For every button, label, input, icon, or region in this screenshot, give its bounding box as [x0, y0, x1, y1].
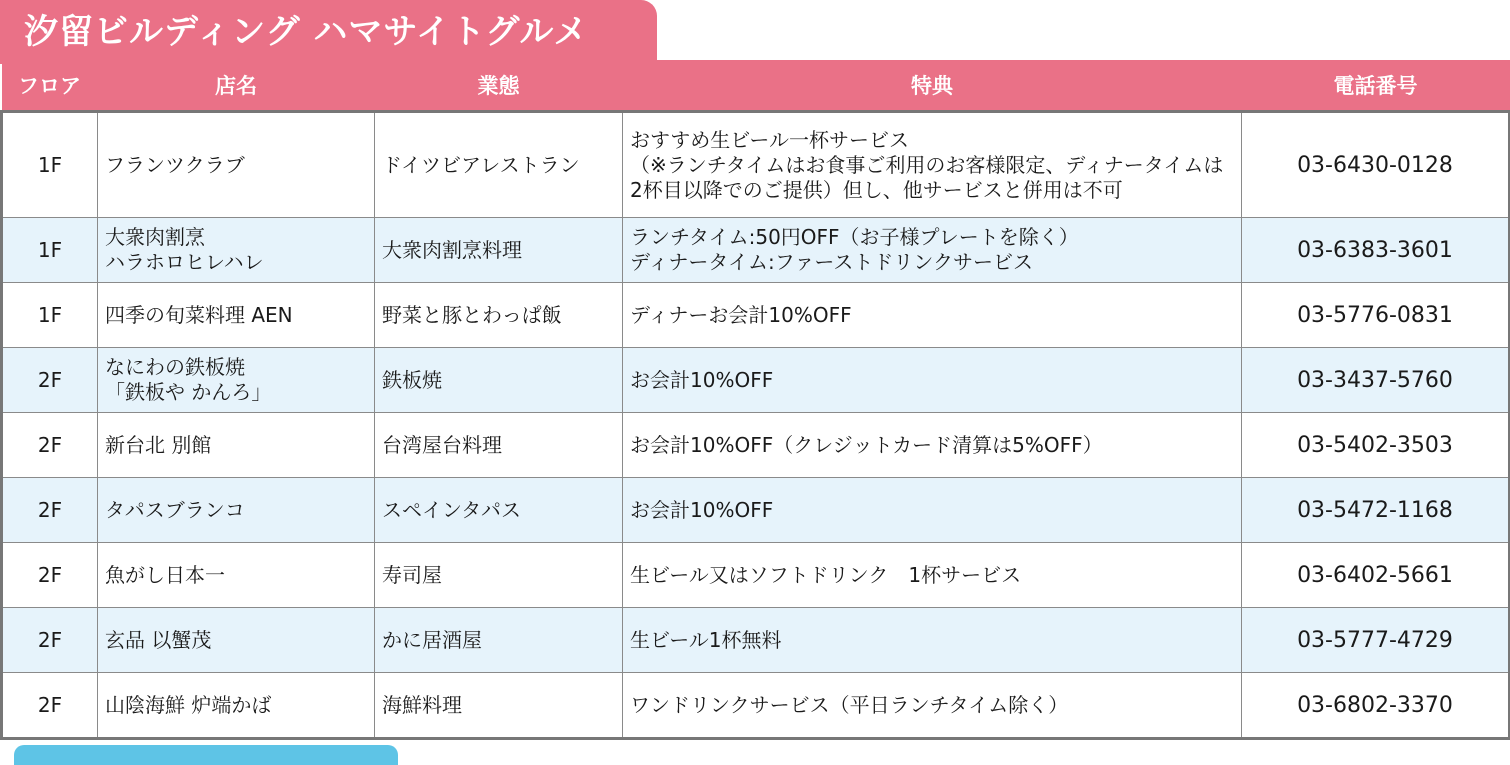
- cell-name: タパスブランコ: [98, 478, 375, 543]
- cell-benefit: おすすめ生ビール一杯サービス （※ランチタイムはお食事ご利用のお客様限定、ディナータイムは2杯目以降でのご提供）但し、他サービスと併用は不可: [623, 112, 1242, 218]
- cell-floor: 2F: [2, 673, 98, 739]
- cell-benefit: 生ビール又はソフトドリンク 1杯サービス: [623, 543, 1242, 608]
- column-header-type: 業態: [375, 60, 623, 112]
- cell-name: 新台北 別館: [98, 413, 375, 478]
- column-header-benefit: 特典: [623, 60, 1242, 112]
- cell-floor: 2F: [2, 608, 98, 673]
- cell-floor: 1F: [2, 218, 98, 283]
- cell-name: なにわの鉄板焼 「鉄板や かんろ」: [98, 348, 375, 413]
- cell-floor: 2F: [2, 413, 98, 478]
- cell-floor: 1F: [2, 283, 98, 348]
- table-row: [2, 478, 1510, 543]
- cell-benefit: お会計10%OFF（クレジットカード清算は5%OFF）: [623, 413, 1242, 478]
- cell-type: 大衆肉割烹料理: [375, 218, 623, 283]
- next-section-tab: [14, 745, 398, 765]
- cell-phone: 03-5402-3503: [1242, 413, 1510, 478]
- cell-floor: 2F: [2, 478, 98, 543]
- cell-phone: 03-5777-4729: [1242, 608, 1510, 673]
- column-header-name: 店名: [98, 60, 375, 112]
- cell-phone: 03-3437-5760: [1242, 348, 1510, 413]
- cell-name: フランツクラブ: [98, 112, 375, 218]
- cell-phone: 03-5776-0831: [1242, 283, 1510, 348]
- cell-benefit: お会計10%OFF: [623, 478, 1242, 543]
- cell-benefit: お会計10%OFF: [623, 348, 1242, 413]
- table-row: [2, 543, 1510, 608]
- cell-type: ドイツビアレストラン: [375, 112, 623, 218]
- cell-phone: 03-6383-3601: [1242, 218, 1510, 283]
- table-row: [2, 348, 1510, 413]
- table-row: [2, 112, 1510, 218]
- cell-floor: 1F: [2, 112, 98, 218]
- table-header: [2, 60, 1510, 112]
- cell-type: 台湾屋台料理: [375, 413, 623, 478]
- cell-name: 四季の旬菜料理 AEN: [98, 283, 375, 348]
- restaurant-table: [0, 60, 1510, 740]
- cell-name: 山陰海鮮 炉端かば: [98, 673, 375, 739]
- cell-type: かに居酒屋: [375, 608, 623, 673]
- cell-floor: 2F: [2, 348, 98, 413]
- cell-benefit: 生ビール1杯無料: [623, 608, 1242, 673]
- page-title: 汐留ビルディング ハマサイトグルメ: [24, 12, 589, 52]
- cell-type: 鉄板焼: [375, 348, 623, 413]
- cell-name: 魚がし日本一: [98, 543, 375, 608]
- table-row: [2, 608, 1510, 673]
- cell-name: 大衆肉割烹 ハラホロヒレハレ: [98, 218, 375, 283]
- title-tab: [0, 0, 657, 64]
- cell-name: 玄品 以蟹茂: [98, 608, 375, 673]
- cell-type: スペインタパス: [375, 478, 623, 543]
- cell-benefit: ワンドリンクサービス（平日ランチタイム除く）: [623, 673, 1242, 739]
- cell-benefit: ディナーお会計10%OFF: [623, 283, 1242, 348]
- cell-type: 海鮮料理: [375, 673, 623, 739]
- column-header-floor: フロア: [2, 60, 98, 112]
- cell-phone: 03-6802-3370: [1242, 673, 1510, 739]
- table-row: [2, 413, 1510, 478]
- cell-floor: 2F: [2, 543, 98, 608]
- table-body: [2, 112, 1510, 739]
- cell-phone: 03-6402-5661: [1242, 543, 1510, 608]
- cell-type: 寿司屋: [375, 543, 623, 608]
- table-row: [2, 218, 1510, 283]
- cell-type: 野菜と豚とわっぱ飯: [375, 283, 623, 348]
- header-row: [2, 60, 1510, 112]
- cell-phone: 03-6430-0128: [1242, 112, 1510, 218]
- column-header-phone: 電話番号: [1242, 60, 1510, 112]
- table-row: [2, 673, 1510, 739]
- table-row: [2, 283, 1510, 348]
- restaurant-table-container: [0, 60, 1508, 740]
- cell-phone: 03-5472-1168: [1242, 478, 1510, 543]
- cell-benefit: ランチタイム:50円OFF（お子様プレートを除く） ディナータイム:ファーストドリンクサービス: [623, 218, 1242, 283]
